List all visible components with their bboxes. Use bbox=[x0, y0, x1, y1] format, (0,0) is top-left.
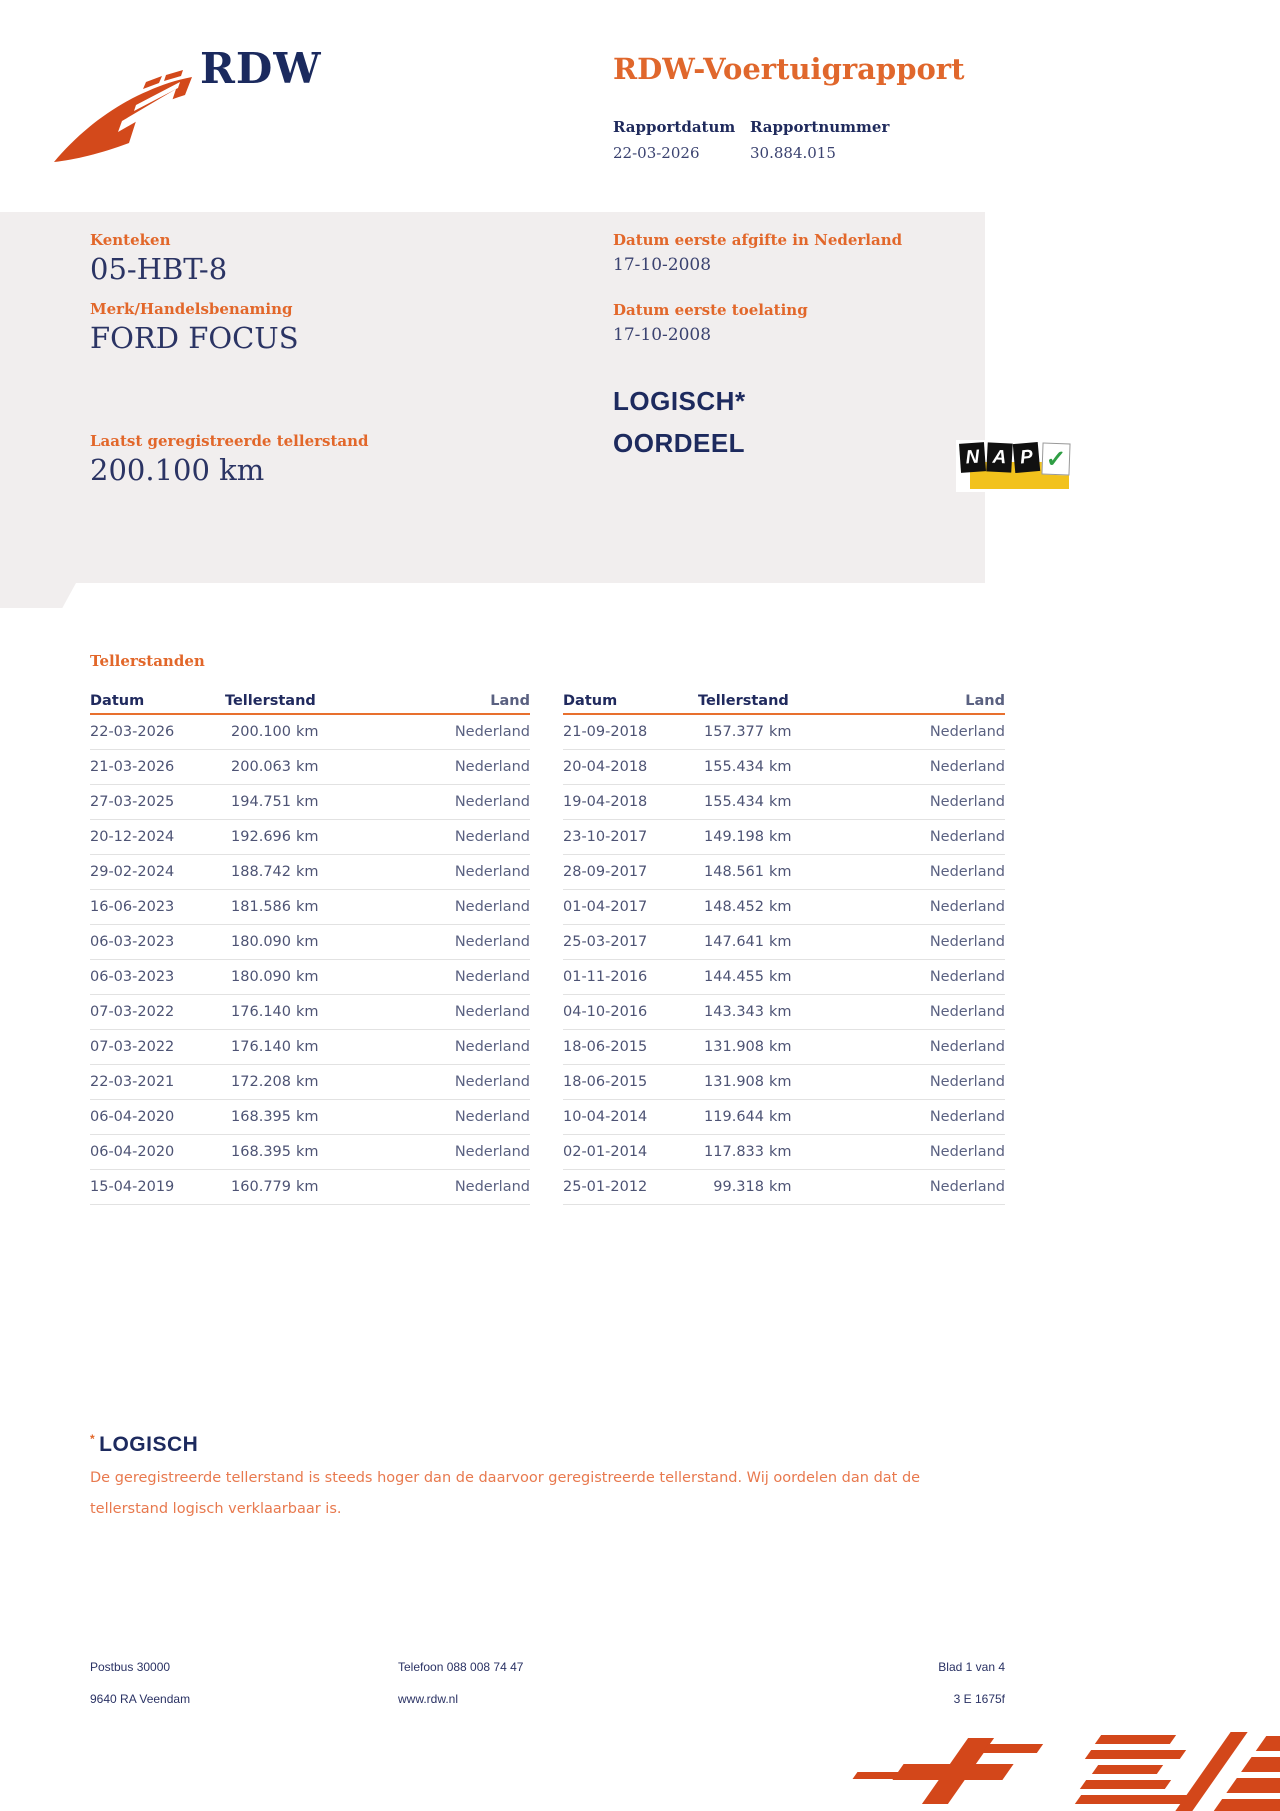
row-tellerstand: 160.779 km bbox=[231, 1179, 319, 1195]
row-land: Nederland bbox=[454, 1074, 530, 1090]
table-row bbox=[90, 820, 530, 855]
table-body-right bbox=[563, 715, 1005, 1205]
rdw-logo-icon bbox=[52, 70, 194, 164]
row-datum: 25-01-2012 bbox=[563, 1179, 648, 1195]
afgifte-value: 17-10-2008 bbox=[613, 255, 712, 275]
footer-website: www.rdw.nl bbox=[398, 1692, 459, 1706]
row-land: Nederland bbox=[929, 1074, 1005, 1090]
logisch-paragraph-line2: tellerstand logisch verklaarbaar is. bbox=[90, 1501, 342, 1517]
row-tellerstand: 181.586 km bbox=[231, 899, 319, 915]
table-row bbox=[90, 925, 530, 960]
row-tellerstand: 157.377 km bbox=[704, 724, 792, 740]
toelating-label: Datum eerste toelating bbox=[613, 301, 808, 319]
odometer-table-left bbox=[90, 686, 530, 1205]
row-datum: 27-03-2025 bbox=[90, 794, 175, 810]
table-header bbox=[90, 686, 530, 715]
row-datum: 20-04-2018 bbox=[563, 759, 648, 775]
row-tellerstand: 200.063 km bbox=[231, 759, 319, 775]
row-tellerstand: 117.833 km bbox=[704, 1144, 792, 1160]
row-tellerstand: 148.561 km bbox=[704, 864, 792, 880]
row-datum: 16-06-2023 bbox=[90, 899, 175, 915]
row-land: Nederland bbox=[454, 829, 530, 845]
footer-address-line2: 9640 RA Veendam bbox=[90, 1692, 191, 1706]
row-land: Nederland bbox=[929, 829, 1005, 845]
page-decoration-icon bbox=[640, 1730, 1280, 1811]
footer-address-line1: Postbus 30000 bbox=[90, 1660, 171, 1674]
row-tellerstand: 131.908 km bbox=[704, 1074, 792, 1090]
row-land: Nederland bbox=[454, 899, 530, 915]
row-land: Nederland bbox=[454, 969, 530, 985]
row-land: Nederland bbox=[929, 899, 1005, 915]
oordeel-text bbox=[613, 380, 746, 464]
report-date-value: 22-03-2026 bbox=[613, 144, 700, 162]
row-tellerstand: 176.140 km bbox=[231, 1039, 319, 1055]
row-land: Nederland bbox=[929, 864, 1005, 880]
row-tellerstand: 144.455 km bbox=[704, 969, 792, 985]
row-datum: 29-02-2024 bbox=[90, 864, 175, 880]
kenteken-value: 05-HBT-8 bbox=[90, 252, 228, 286]
row-land: Nederland bbox=[929, 1109, 1005, 1125]
row-datum: 22-03-2021 bbox=[90, 1074, 175, 1090]
rdw-logo-text: RDW bbox=[200, 44, 322, 93]
tellerstanden-title: Tellerstanden bbox=[90, 652, 205, 670]
row-datum: 28-09-2017 bbox=[563, 864, 648, 880]
table-row bbox=[90, 890, 530, 925]
row-datum: 02-01-2014 bbox=[563, 1144, 648, 1160]
tellerstand-value: 200.100 km bbox=[90, 453, 265, 487]
row-tellerstand: 168.395 km bbox=[231, 1109, 319, 1125]
row-tellerstand: 148.452 km bbox=[704, 899, 792, 915]
row-tellerstand: 180.090 km bbox=[231, 934, 319, 950]
row-land: Nederland bbox=[454, 1039, 530, 1055]
nap-tile-n: N bbox=[959, 442, 986, 473]
row-land: Nederland bbox=[454, 1004, 530, 1020]
footer-phone: Telefoon 088 008 74 47 bbox=[398, 1660, 524, 1674]
nap-tile-p: P bbox=[1013, 442, 1040, 473]
row-land: Nederland bbox=[454, 1109, 530, 1125]
nap-logo bbox=[956, 440, 1072, 492]
table-row bbox=[563, 890, 1005, 925]
row-tellerstand: 143.343 km bbox=[704, 1004, 792, 1020]
row-land: Nederland bbox=[929, 1039, 1005, 1055]
odometer-table-right bbox=[563, 686, 1005, 1205]
footer-page-number: Blad 1 van 4 bbox=[938, 1660, 1005, 1674]
oordeel-line1: LOGISCH* bbox=[613, 386, 746, 416]
row-land: Nederland bbox=[454, 759, 530, 775]
table-row bbox=[563, 925, 1005, 960]
table-row bbox=[563, 1135, 1005, 1170]
logisch-paragraph bbox=[90, 1463, 970, 1525]
table-row bbox=[563, 1030, 1005, 1065]
table-row bbox=[90, 855, 530, 890]
row-datum: 23-10-2017 bbox=[563, 829, 648, 845]
row-tellerstand: 119.644 km bbox=[704, 1109, 792, 1125]
row-land: Nederland bbox=[454, 864, 530, 880]
row-datum: 06-03-2023 bbox=[90, 934, 175, 950]
row-datum: 01-04-2017 bbox=[563, 899, 648, 915]
nap-check-icon: ✓ bbox=[1041, 443, 1070, 476]
row-datum: 01-11-2016 bbox=[563, 969, 648, 985]
merk-value: FORD FOCUS bbox=[90, 321, 299, 355]
table-header bbox=[563, 686, 1005, 715]
table-row bbox=[563, 715, 1005, 750]
row-datum: 20-12-2024 bbox=[90, 829, 175, 845]
row-land: Nederland bbox=[454, 724, 530, 740]
report-title: RDW-Voertuigrapport bbox=[613, 52, 965, 86]
table-row bbox=[563, 785, 1005, 820]
row-land: Nederland bbox=[454, 794, 530, 810]
table-body-left bbox=[90, 715, 530, 1205]
table-row bbox=[563, 820, 1005, 855]
row-land: Nederland bbox=[929, 1179, 1005, 1195]
logisch-title: LOGISCH bbox=[99, 1433, 199, 1456]
row-datum: 15-04-2019 bbox=[90, 1179, 175, 1195]
row-tellerstand: 131.908 km bbox=[704, 1039, 792, 1055]
row-datum: 06-03-2023 bbox=[90, 969, 175, 985]
row-land: Nederland bbox=[929, 759, 1005, 775]
footer-form-code: 3 E 1675f bbox=[953, 1692, 1005, 1706]
toelating-value: 17-10-2008 bbox=[613, 325, 712, 345]
row-tellerstand: 149.198 km bbox=[704, 829, 792, 845]
table-row bbox=[90, 1135, 530, 1170]
header-datum: Datum bbox=[563, 693, 618, 709]
table-row bbox=[90, 995, 530, 1030]
table-row bbox=[563, 995, 1005, 1030]
tellerstand-label: Laatst geregistreerde tellerstand bbox=[90, 432, 369, 450]
row-tellerstand: 192.696 km bbox=[231, 829, 319, 845]
table-row bbox=[563, 750, 1005, 785]
row-datum: 21-03-2026 bbox=[90, 759, 175, 775]
table-row bbox=[90, 1170, 530, 1205]
row-land: Nederland bbox=[929, 1004, 1005, 1020]
row-land: Nederland bbox=[929, 969, 1005, 985]
row-datum: 22-03-2026 bbox=[90, 724, 175, 740]
row-land: Nederland bbox=[929, 1144, 1005, 1160]
table-row bbox=[90, 715, 530, 750]
table-row bbox=[90, 1065, 530, 1100]
table-row bbox=[563, 855, 1005, 890]
row-datum: 18-06-2015 bbox=[563, 1039, 648, 1055]
row-tellerstand: 168.395 km bbox=[231, 1144, 319, 1160]
row-tellerstand: 176.140 km bbox=[231, 1004, 319, 1020]
header-land: Land bbox=[965, 693, 1005, 709]
row-tellerstand: 180.090 km bbox=[231, 969, 319, 985]
row-datum: 04-10-2016 bbox=[563, 1004, 648, 1020]
row-datum: 06-04-2020 bbox=[90, 1144, 175, 1160]
row-tellerstand: 99.318 km bbox=[713, 1179, 792, 1195]
table-row bbox=[90, 960, 530, 995]
summary-panel-tab bbox=[0, 583, 76, 608]
report-number-value: 30.884.015 bbox=[750, 144, 836, 162]
row-land: Nederland bbox=[454, 1144, 530, 1160]
row-datum: 10-04-2014 bbox=[563, 1109, 648, 1125]
row-tellerstand: 172.208 km bbox=[231, 1074, 319, 1090]
row-datum: 18-06-2015 bbox=[563, 1074, 648, 1090]
logisch-heading bbox=[90, 1432, 198, 1457]
row-datum: 06-04-2020 bbox=[90, 1109, 175, 1125]
row-land: Nederland bbox=[929, 934, 1005, 950]
row-tellerstand: 194.751 km bbox=[231, 794, 319, 810]
oordeel-line2: OORDEEL bbox=[613, 428, 746, 458]
row-land: Nederland bbox=[929, 794, 1005, 810]
row-datum: 07-03-2022 bbox=[90, 1039, 175, 1055]
row-land: Nederland bbox=[454, 934, 530, 950]
row-datum: 07-03-2022 bbox=[90, 1004, 175, 1020]
afgifte-label: Datum eerste afgifte in Nederland bbox=[613, 231, 903, 249]
row-land: Nederland bbox=[929, 724, 1005, 740]
report-number-label: Rapportnummer bbox=[750, 118, 890, 136]
header-tellerstand: Tellerstand bbox=[225, 693, 316, 709]
row-tellerstand: 147.641 km bbox=[704, 934, 792, 950]
table-row bbox=[563, 1170, 1005, 1205]
row-datum: 21-09-2018 bbox=[563, 724, 648, 740]
table-row bbox=[90, 785, 530, 820]
row-tellerstand: 188.742 km bbox=[231, 864, 319, 880]
row-tellerstand: 200.100 km bbox=[231, 724, 319, 740]
nap-tile-a: A bbox=[986, 442, 1012, 472]
logisch-paragraph-line1: De geregistreerde tellerstand is steeds hoger dan de daarvoor geregistreerde tellerstand. Wij oordelen dan dat de bbox=[90, 1470, 921, 1486]
merk-label: Merk/Handelsbenaming bbox=[90, 300, 293, 318]
row-tellerstand: 155.434 km bbox=[704, 759, 792, 775]
logisch-asterisk: * bbox=[90, 1432, 95, 1446]
table-row bbox=[90, 750, 530, 785]
table-row bbox=[563, 960, 1005, 995]
table-row bbox=[90, 1100, 530, 1135]
row-datum: 19-04-2018 bbox=[563, 794, 648, 810]
row-datum: 25-03-2017 bbox=[563, 934, 648, 950]
row-land: Nederland bbox=[454, 1179, 530, 1195]
header-datum: Datum bbox=[90, 693, 145, 709]
kenteken-label: Kenteken bbox=[90, 231, 171, 249]
table-row bbox=[563, 1065, 1005, 1100]
row-tellerstand: 155.434 km bbox=[704, 794, 792, 810]
table-row bbox=[563, 1100, 1005, 1135]
header-tellerstand: Tellerstand bbox=[698, 693, 789, 709]
report-date-label: Rapportdatum bbox=[613, 118, 736, 136]
header-land: Land bbox=[490, 693, 530, 709]
table-row bbox=[90, 1030, 530, 1065]
